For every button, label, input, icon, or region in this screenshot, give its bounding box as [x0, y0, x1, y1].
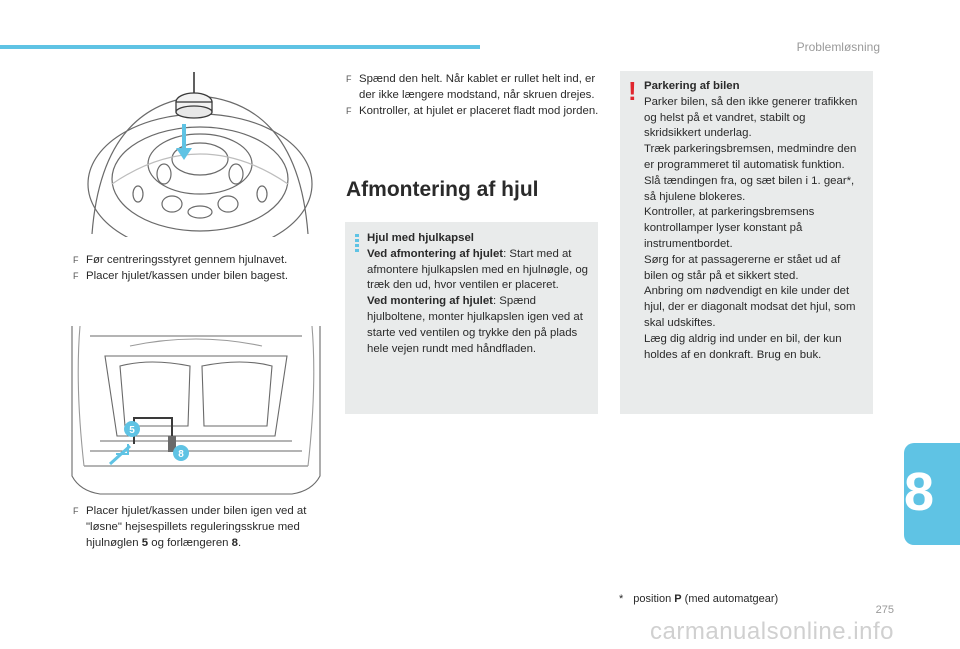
callout-label: 8 [178, 449, 184, 460]
spare-wheel-illustration [72, 64, 328, 237]
list-item [73, 252, 325, 268]
bullet-marker: F [73, 271, 79, 281]
list-item [346, 103, 602, 119]
warning-box-title: Parkering af bilen [644, 80, 740, 92]
list-item [73, 503, 325, 551]
list-item [346, 71, 602, 103]
warning-line: Kontroller, at parkeringsbremsens kontrollamper lyser konstant på instrumentbordet. [644, 206, 815, 250]
info-paragraph: Ved afmontering af hjulet: Start med at afmontere hjulkapslen med en hjulnøgle, og træk den ud, hvor ventilen er placeret. [367, 247, 588, 292]
warning-line: Læg dig aldrig ind under en bil, der kun holdes af en donkraft. Brug en buk. [644, 332, 842, 361]
warning-line: Anbring om nødvendigt en kile under det hjul, der er diagonalt modsat det hjul, som skal udskiftes. [644, 285, 856, 329]
warning-line: Slå tændingen fra, og sæt bilen i 1. gear*, så hjulene blokeres. [644, 174, 855, 203]
bullet-text: Placer hjulet/kassen under bilen igen ved at "løsne" hejsespillets reguleringsskrue med hjulnøglen 5 og forlængeren 8. [86, 505, 307, 549]
section-title: Problemløsning [796, 40, 880, 54]
bullet-list-second [73, 503, 325, 551]
warning-box [620, 71, 873, 414]
callout-label: 5 [129, 425, 135, 436]
bullet-marker: F [346, 106, 352, 116]
list-item [73, 268, 325, 284]
bullet-text: Før centreringsstyret gennem hjulnavet. [86, 254, 288, 266]
warning-line: Træk parkeringsbremsen, medmindre den er programmeret til automatisk funktion. [644, 143, 857, 171]
bullet-marker: F [73, 506, 79, 516]
info-paragraph: Ved montering af hjulet: Spænd hjulboltene, monter hjulkapslen igen ved at starte ved ventilen og trykke den på plads hele vejen rundt med håndfladen. [367, 295, 583, 355]
footnote: * position P (med automatgear) [619, 593, 779, 605]
info-box-title: Hjul med hjulkapsel [367, 232, 474, 244]
bullet-list-third [346, 71, 602, 119]
boot-winch-illustration [70, 326, 322, 496]
bullet-text: Spænd den helt. Når kablet er rullet helt ind, er der ikke længere modstand, når skruen drejes. [359, 73, 596, 101]
info-stripes-icon [355, 234, 359, 254]
bullet-list-first [73, 252, 325, 284]
watermark: carmanualsonline.info [650, 618, 894, 645]
info-box [345, 222, 598, 414]
header-accent-bar [0, 45, 480, 49]
warning-line: Parker bilen, så den ikke generer trafikken og helst på et vandret, stabilt og skridsikkert underlag. [644, 95, 858, 140]
page-number: 275 [875, 604, 894, 616]
warning-exclamation-icon: ! [628, 76, 637, 106]
bullet-marker: F [346, 74, 352, 84]
bullet-text: Kontroller, at hjulet er placeret fladt mod jorden. [359, 105, 599, 117]
chapter-number: 8 [904, 462, 935, 522]
bullet-text: Placer hjulet/kassen under bilen bagest. [86, 270, 288, 282]
section-heading: Afmontering af hjul [346, 178, 539, 201]
bullet-marker: F [73, 255, 79, 265]
warning-line: Sørg for at passagererne er stået ud af bilen og står på et sikkert sted. [644, 253, 841, 282]
